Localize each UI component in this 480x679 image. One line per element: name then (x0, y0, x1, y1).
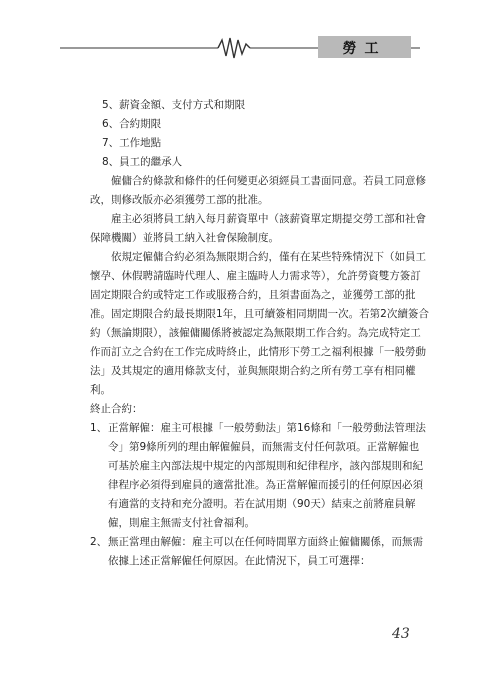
termination-item-unjustified (90, 533, 423, 571)
text-line: 依規定僱傭合約必須為無限期合約，僅有在某些特殊情況下（如員工 (90, 251, 426, 263)
text-line: 無正當理由解僱：雇主可以在任何時間單方面終止僱傭關係，而無需 (108, 536, 423, 548)
text-line: 僱，則雇主無需支付社會福利。 (108, 517, 255, 529)
contract-item: 7、工作地點 (102, 137, 162, 149)
list-number: 1、 (90, 422, 108, 434)
text-line: 令」第9條所列的理由解僱僱員，而無需支付任何款項。正當解僱也 (108, 441, 420, 453)
text-line: 可基於雇主內部法規中規定的內部規則和紀律程序，該內部規則和紀 (108, 460, 423, 472)
section-title: 勞工 (342, 41, 387, 57)
contract-items-list (90, 96, 412, 172)
text-line: 雇主必須將員工納入每月薪資單中（該薪資單定期提交勞工部和社會 (90, 213, 426, 225)
text-line: 固定期限合約或特定工作或服務合約，且須書面為之，並獲勞工部的批 (90, 289, 416, 301)
contract-item: 5、薪資金額、支付方式和期限 (102, 99, 246, 111)
list-number: 2、 (90, 536, 108, 548)
paragraph-amendment (90, 172, 426, 210)
document-body (90, 96, 429, 571)
paragraph-contract-term (90, 248, 429, 400)
termination-heading: 終止合約： (90, 403, 143, 415)
text-line: 懷孕、休假聘請臨時代理人、雇主臨時人力需求等），允許勞資雙方簽訂 (90, 270, 421, 282)
page-number: 43 (392, 626, 410, 642)
text-line: 律程序必須得到雇員的適當批准。為正當解僱而援引的任何原因必須 (108, 479, 423, 491)
text-line: 法」及其規定的適用條款支付，並與無限期合約之所有勞工享有相同權 (90, 365, 416, 377)
text-line: 利。 (90, 384, 111, 396)
text-line: 准。固定期限合約最長期限1年，且可續簽相同期間一次。若第2次續簽合 (90, 308, 429, 320)
text-line: 改，則修改版亦必須獲勞工部的批准。 (90, 194, 269, 206)
contract-item: 6、合約期限 (102, 118, 162, 130)
text-line: 約（無論期限），該僱傭關係將被認定為無限期工作合約。為完成特定工 (90, 327, 421, 339)
running-header (0, 28, 480, 68)
text-line: 保障機關）並將員工納入社會保險制度。 (90, 232, 279, 244)
termination-item-justified (90, 419, 426, 533)
text-line: 正當解僱：雇主可根據「一般勞動法」第16條和「一般勞動法管理法 (108, 422, 426, 434)
contract-item: 8、員工的繼承人 (102, 156, 183, 168)
text-line: 僱傭合約條款和條件的任何變更必須經員工書面同意。若員工同意修 (90, 175, 426, 187)
text-line: 有適當的支持和充分證明。若在試用期（90天）結束之前將雇員解 (108, 498, 416, 510)
text-line: 依據上述正當解僱任何原因。在此情況下，員工可選擇： (108, 555, 371, 567)
paragraph-payroll (90, 210, 426, 248)
text-line: 作而訂立之合約在工作完成時終止，此情形下勞工之福利根據「一般勞動 (90, 346, 426, 358)
